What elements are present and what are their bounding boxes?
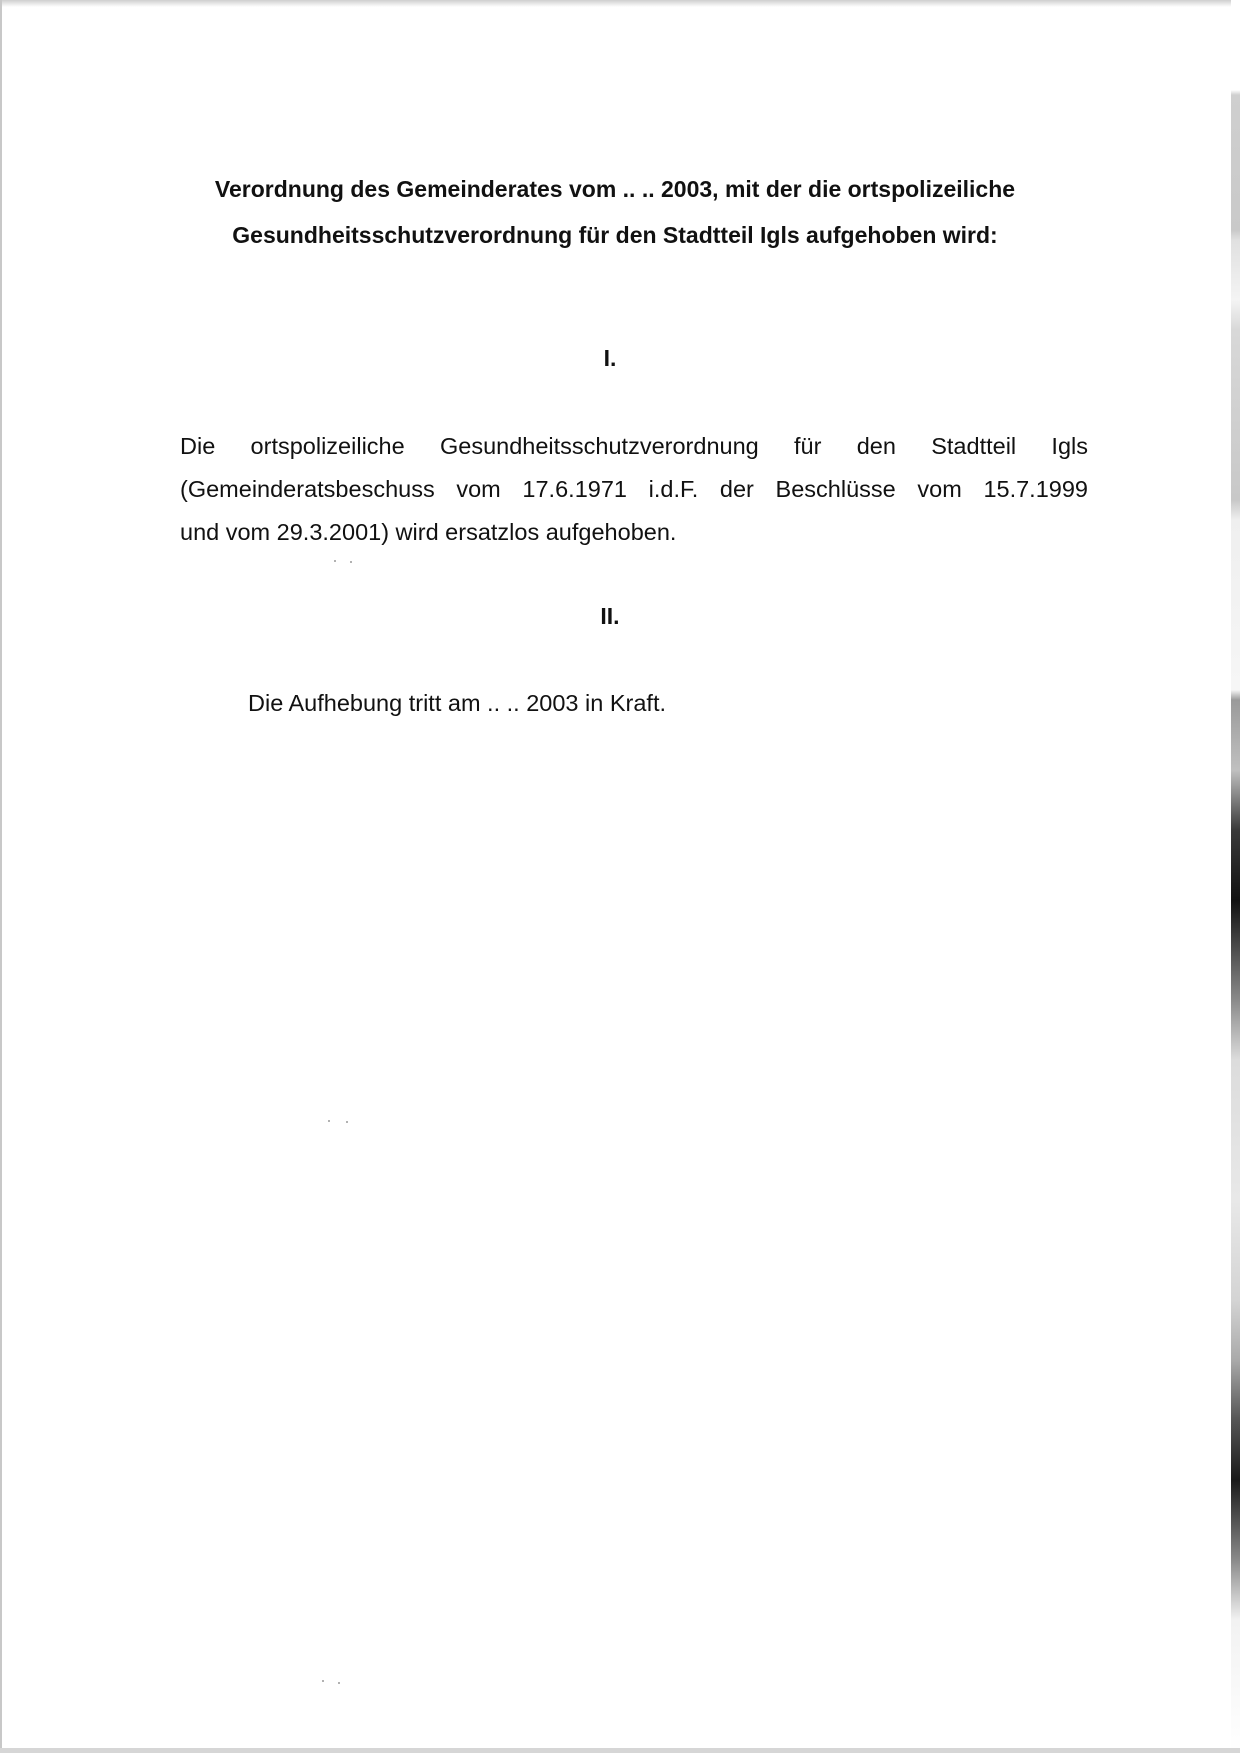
scan-speck [322, 1680, 324, 1682]
scan-edge-top [0, 0, 1240, 7]
scan-edge-bottom [0, 1748, 1240, 1753]
scan-speck [350, 561, 352, 563]
scan-speck [328, 1120, 330, 1122]
document-title [130, 166, 1100, 258]
paragraph-line: (Gemeinderatsbeschuss vom 17.6.1971 i.d.F. der Beschlüsse vom 15.7.1999 [180, 476, 1088, 502]
section-2-paragraph: Die Aufhebung tritt am .. .. 2003 in Kraft. [248, 690, 667, 716]
paragraph-line: und vom 29.3.2001) wird ersatzlos aufgehoben. [180, 519, 677, 545]
section-1-paragraph [180, 425, 1088, 554]
title-line-2: Gesundheitsschutzverordnung für den Stadtteil Igls aufgehoben wird: [232, 222, 998, 248]
scan-edge-right [1231, 0, 1240, 1753]
scan-speck [346, 1121, 348, 1123]
section-number-1: I. [603, 345, 617, 371]
title-line-1: Verordnung des Gemeinderates vom .. .. 2003, mit der die ortspolizeiliche [214, 176, 1016, 202]
section-number-2: II. [600, 603, 620, 629]
scan-speck [334, 560, 336, 562]
paragraph-line: Die ortspolizeiliche Gesundheitsschutzverordnung für den Stadtteil Igls [180, 433, 1088, 459]
scan-edge-left [0, 0, 2, 1753]
scan-speck [338, 1682, 340, 1684]
